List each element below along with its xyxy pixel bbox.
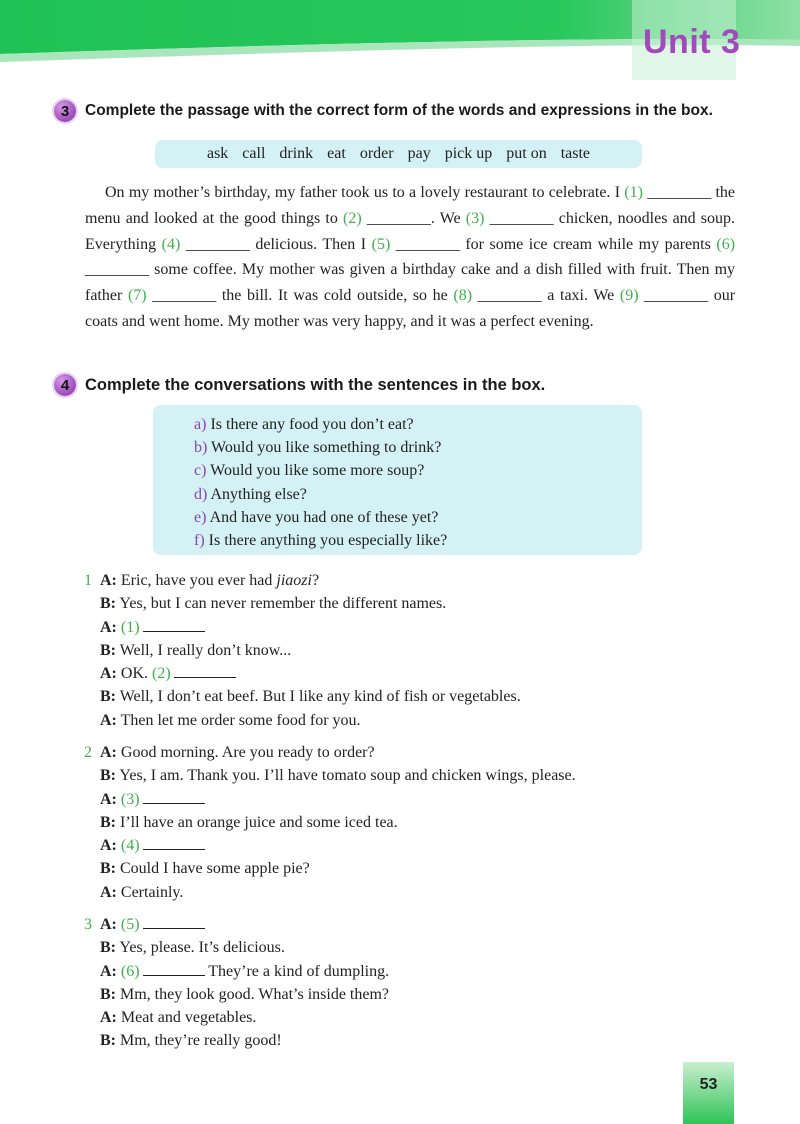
speaker-label: A: bbox=[100, 790, 117, 808]
sentence-option bbox=[194, 483, 447, 506]
exercise-3-heading bbox=[54, 100, 713, 122]
speaker-label: B: bbox=[100, 688, 116, 706]
word-box bbox=[155, 140, 642, 168]
sentence-box bbox=[153, 405, 642, 555]
passage bbox=[85, 180, 735, 335]
speaker-label: B: bbox=[100, 813, 116, 831]
passage-text: chicken, noodles and soup. Everything bbox=[85, 209, 736, 253]
option-text: Is there any food you don’t eat? bbox=[210, 416, 414, 433]
sentence-option bbox=[194, 459, 447, 482]
answer-blank[interactable]: ________ bbox=[85, 261, 149, 279]
passage-text: our coats and went home. My mother was very happy, and it was a perfect evening. bbox=[85, 287, 736, 330]
speaker-label: B: bbox=[100, 641, 116, 659]
word-item: order bbox=[359, 145, 394, 162]
dialogue-text: Good morning. Are you ready to order? bbox=[120, 744, 375, 761]
answer-blank[interactable]: ________ bbox=[477, 287, 542, 305]
answer-blank[interactable]: ________ bbox=[366, 209, 431, 227]
dialogue-text: Could I have some apple pie? bbox=[120, 860, 310, 878]
passage-text: On my mother’s birthday, my father took us to a lovely restaurant to celebrate. I bbox=[105, 184, 621, 201]
speaker-label: B: bbox=[100, 860, 116, 878]
conversation-number: 1 bbox=[84, 572, 92, 589]
speaker-label: A: bbox=[100, 744, 117, 761]
answer-blank[interactable] bbox=[174, 663, 236, 678]
answer-blank[interactable]: ________ bbox=[185, 235, 250, 253]
dialogue-text: Yes, please. It’s delicious. bbox=[119, 939, 285, 957]
option-letter: d) bbox=[194, 485, 208, 503]
speaker-label: A: bbox=[100, 711, 117, 729]
word-item: pick up bbox=[444, 145, 493, 162]
option-letter: c) bbox=[194, 462, 207, 480]
passage-text: a taxi. We bbox=[547, 287, 615, 305]
option-text: Would you like some more soup? bbox=[210, 462, 425, 480]
dialogue-text: Meat and vegetables. bbox=[120, 1009, 257, 1027]
answer-blank[interactable] bbox=[143, 961, 205, 976]
dialogue-text: I’ll have an orange juice and some iced tea. bbox=[120, 813, 398, 831]
option-text: Would you like something to drink? bbox=[211, 439, 442, 457]
blank-number: (2) bbox=[152, 665, 171, 683]
conversation-3 bbox=[84, 913, 389, 1053]
blank-number: (9) bbox=[619, 287, 639, 305]
dialogue-emphasis: jiaozi bbox=[276, 572, 312, 589]
answer-blank[interactable] bbox=[143, 835, 205, 850]
dialogue-text: Then let me order some food for you. bbox=[120, 711, 361, 729]
speaker-label: A: bbox=[100, 837, 117, 855]
speaker-label: A: bbox=[100, 1009, 117, 1027]
blank-number: (4) bbox=[161, 235, 181, 253]
dialogue-text: Eric, have you ever had bbox=[120, 572, 273, 589]
conversation-1 bbox=[84, 569, 521, 732]
passage-text: delicious. Then I bbox=[255, 235, 367, 253]
word-item: call bbox=[242, 145, 266, 162]
passage-text: for some ice cream while my parents bbox=[465, 235, 711, 253]
blank-number: (5) bbox=[120, 916, 140, 933]
speaker-label: A: bbox=[100, 883, 117, 901]
dialogue-text: They’re a kind of dumpling. bbox=[208, 962, 390, 980]
exercise-instruction: Complete the conversations with the sentences in the box. bbox=[85, 375, 546, 394]
option-letter: a) bbox=[194, 416, 207, 433]
page-number: 53 bbox=[683, 1062, 734, 1124]
speaker-label: B: bbox=[100, 767, 116, 785]
blank-number: (4) bbox=[120, 837, 140, 855]
sentence-option bbox=[194, 436, 447, 459]
option-text: Is there anything you especially like? bbox=[208, 532, 448, 550]
exercise-number-badge: 3 bbox=[54, 100, 76, 122]
dialogue-text: Yes, but I can never remember the different names. bbox=[119, 595, 447, 613]
conversation-number: 3 bbox=[84, 916, 92, 933]
blank-number: (2) bbox=[343, 209, 362, 227]
passage-text: some coffee. My mother was given a birthday cake and a dish filled with fruit. Then my father bbox=[85, 261, 736, 305]
passage-text: the bill. It was cold outside, so he bbox=[221, 287, 448, 305]
speaker-label: A: bbox=[100, 618, 117, 636]
option-letter: b) bbox=[194, 439, 208, 457]
unit-title: Unit 3 bbox=[643, 23, 741, 61]
dialogue-text: Yes, I am. Thank you. I’ll have tomato soup and chicken wings, please. bbox=[119, 767, 576, 785]
conversation-number: 2 bbox=[84, 744, 92, 761]
blank-number: (6) bbox=[716, 235, 736, 253]
dialogue-text: Certainly. bbox=[120, 883, 184, 901]
answer-blank[interactable] bbox=[143, 617, 205, 632]
speaker-label: A: bbox=[100, 572, 117, 589]
word-item: put on bbox=[506, 145, 547, 162]
speaker-label: A: bbox=[100, 916, 117, 933]
word-item: pay bbox=[407, 145, 431, 162]
option-text: And have you had one of these yet? bbox=[209, 508, 439, 526]
answer-blank[interactable]: ________ bbox=[647, 184, 712, 201]
option-text: Anything else? bbox=[210, 485, 307, 503]
sentence-option bbox=[194, 529, 447, 552]
speaker-label: A: bbox=[100, 962, 117, 980]
speaker-label: B: bbox=[100, 595, 116, 613]
exercise-4-heading bbox=[54, 374, 545, 396]
word-item: taste bbox=[560, 145, 591, 162]
passage-text: the menu and looked at the good things to bbox=[85, 184, 736, 227]
speaker-label: B: bbox=[100, 1032, 116, 1050]
blank-number: (8) bbox=[453, 287, 473, 305]
blank-number: (7) bbox=[127, 287, 147, 305]
option-letter: e) bbox=[194, 508, 207, 526]
exercise-instruction: Complete the passage with the correct form of the words and expressions in the box. bbox=[85, 102, 713, 119]
passage-text: . We bbox=[430, 209, 461, 227]
blank-number: (5) bbox=[371, 235, 391, 253]
dialogue-text: Mm, they’re really good! bbox=[120, 1032, 282, 1050]
answer-blank[interactable]: ________ bbox=[489, 209, 554, 227]
answer-blank[interactable] bbox=[143, 914, 205, 929]
speaker-label: B: bbox=[100, 985, 116, 1003]
answer-blank[interactable]: ________ bbox=[644, 287, 709, 305]
word-item: eat bbox=[327, 145, 346, 162]
sentence-option bbox=[194, 506, 447, 529]
answer-blank[interactable] bbox=[143, 789, 205, 804]
dialogue-text: Mm, they look good. What’s inside them? bbox=[120, 985, 390, 1003]
word-item: drink bbox=[279, 145, 314, 162]
option-letter: f) bbox=[194, 532, 205, 550]
speaker-label: B: bbox=[100, 939, 116, 957]
answer-blank[interactable]: ________ bbox=[152, 287, 217, 305]
word-item: ask bbox=[206, 145, 229, 162]
speaker-label: A: bbox=[100, 665, 117, 683]
dialogue-text: ? bbox=[311, 572, 320, 589]
answer-blank[interactable]: ________ bbox=[395, 235, 460, 253]
blank-number: (6) bbox=[120, 962, 140, 980]
blank-number: (1) bbox=[624, 184, 643, 201]
dialogue-text: OK. bbox=[120, 665, 148, 683]
blank-number: (3) bbox=[465, 209, 485, 227]
blank-number: (3) bbox=[120, 790, 140, 808]
exercise-number-badge: 4 bbox=[54, 374, 76, 396]
blank-number: (1) bbox=[120, 618, 140, 636]
dialogue-text: Well, I really don’t know... bbox=[119, 641, 292, 659]
sentence-option bbox=[194, 413, 447, 436]
conversation-2 bbox=[84, 741, 576, 904]
dialogue-text: Well, I don’t eat beef. But I like any kind of fish or vegetables. bbox=[119, 688, 521, 706]
